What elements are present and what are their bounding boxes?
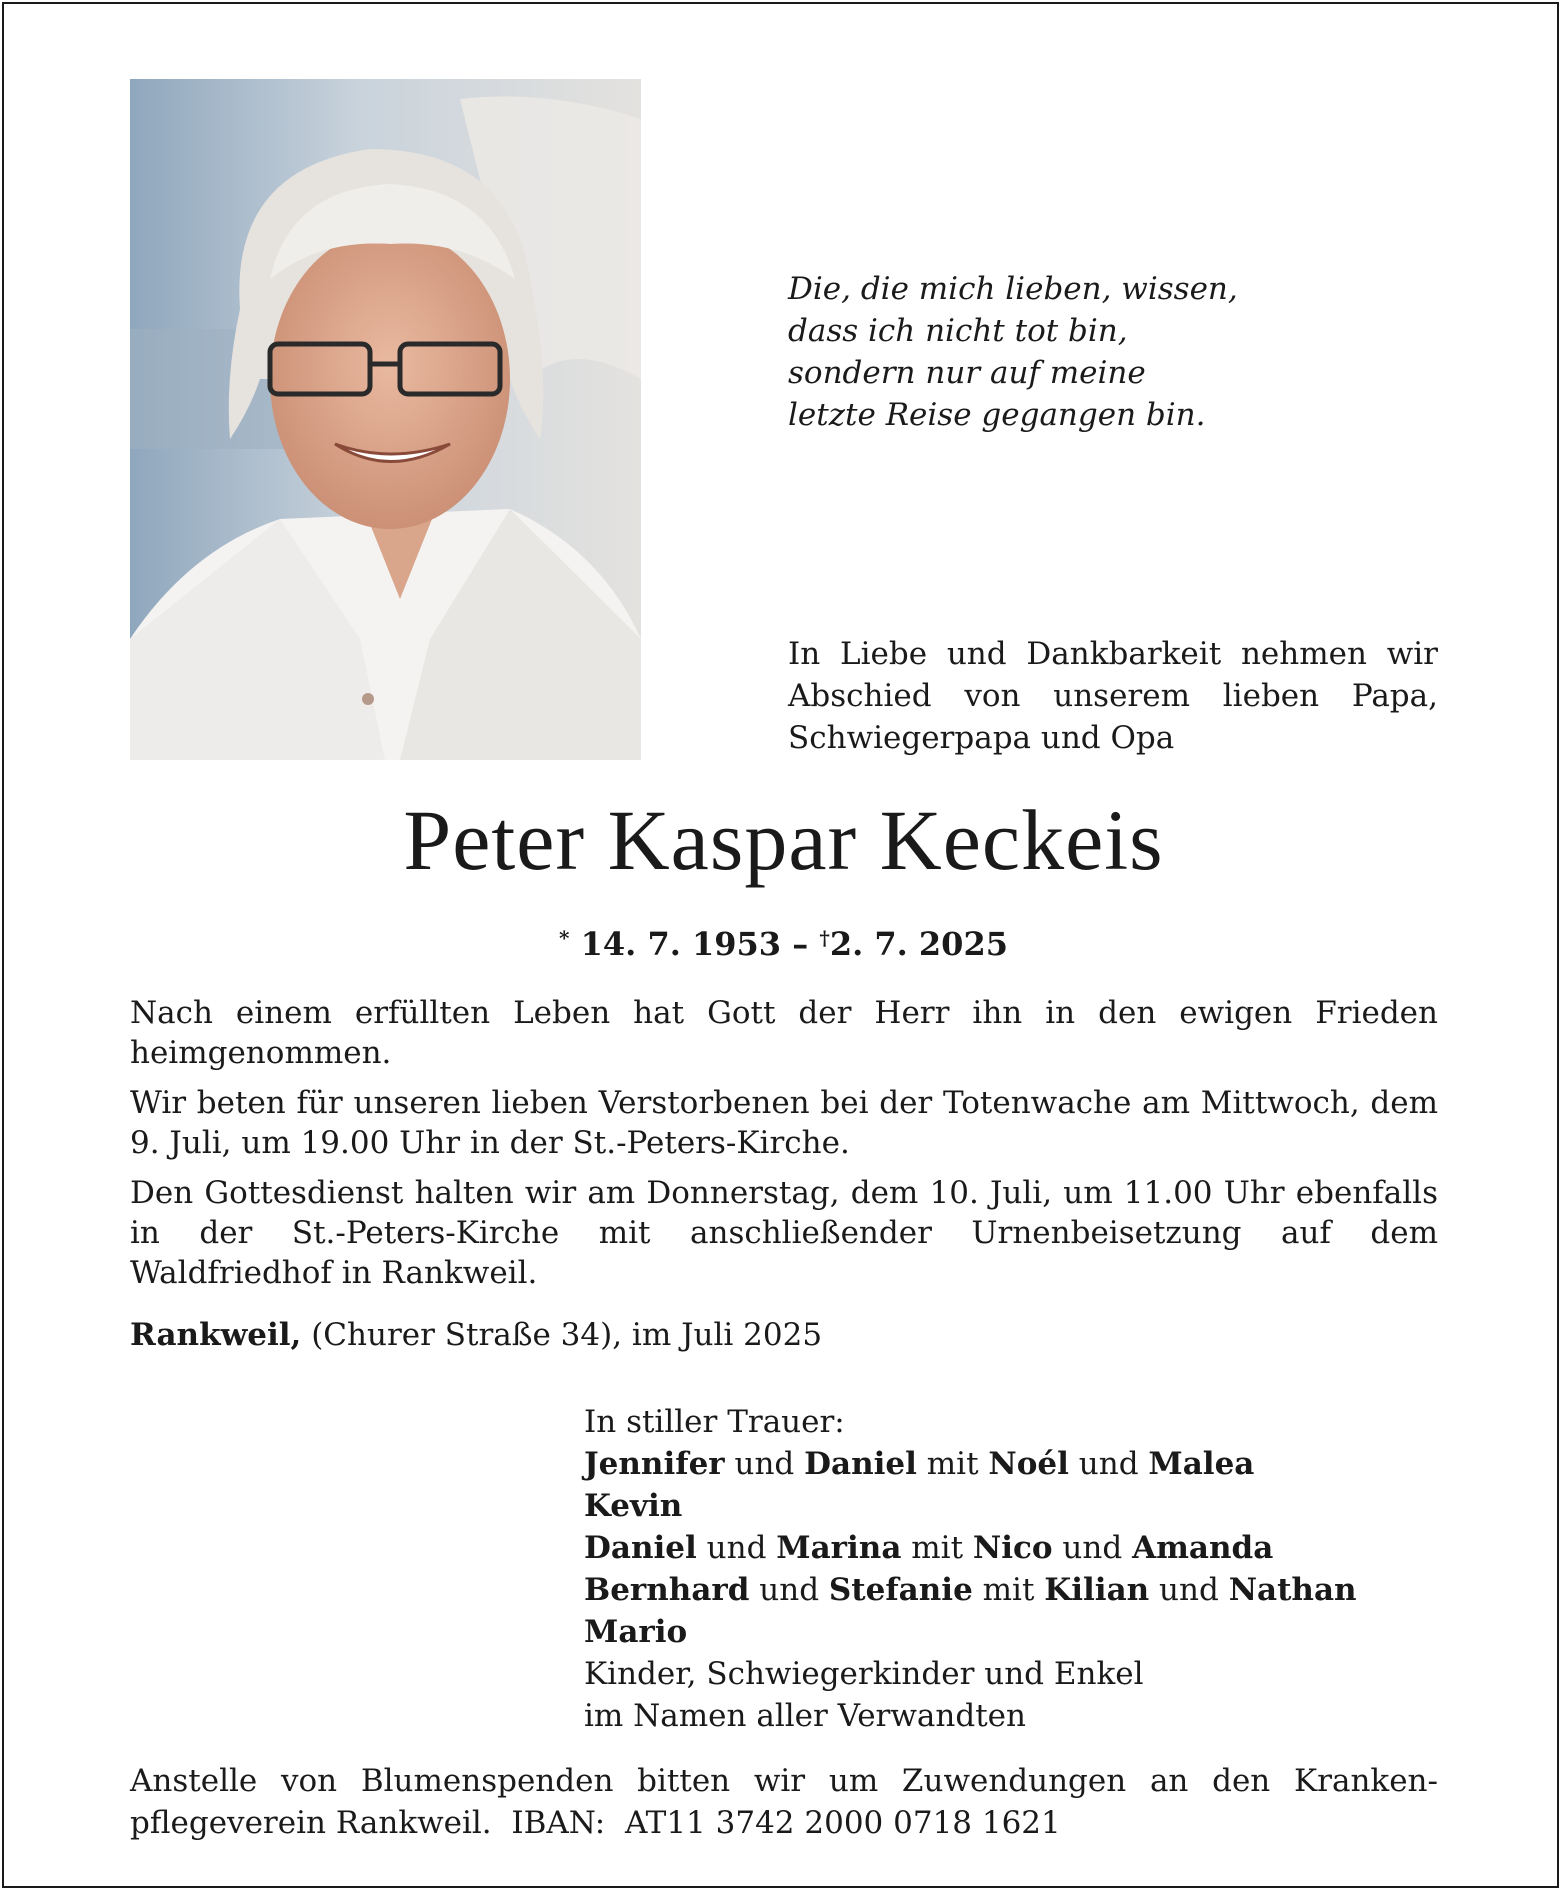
- donation-iban-line: pflegeverein Rankweil. IBAN: AT11 3742 2000 0718 1621: [130, 1805, 1061, 1841]
- mourner-line: Kevin: [584, 1488, 683, 1524]
- death-symbol: †: [819, 926, 830, 950]
- paragraph-wake: Wir beten für unseren lieben Verstorbenen bei der Totenwache am Mittwoch, dem 9. Juli, um 19.00 Uhr in der St.-Peters-Kirche.: [130, 1085, 1438, 1161]
- donation-line: Anstelle von Blumenspenden bitten wir um Zuwendungen an den Kranken-: [130, 1763, 1438, 1799]
- notice-body: [130, 993, 1438, 1355]
- date-separator: –: [792, 925, 809, 963]
- mourner-line: Mario: [584, 1614, 688, 1650]
- quote-line: dass ich nicht tot bin,: [788, 313, 1128, 349]
- place-address: (Churer Straße 34), im Juli 2025: [301, 1317, 823, 1353]
- place-and-date: [130, 1315, 1438, 1355]
- quote-line: letzte Reise gegangen bin.: [788, 397, 1206, 433]
- mourner-line: Jennifer und Daniel mit Noél und Malea: [584, 1446, 1255, 1482]
- deceased-name: Peter Kaspar Keckeis: [403, 792, 1164, 888]
- memorial-quote: [788, 268, 1308, 436]
- mourners-relation: Kinder, Schwiegerkinder und Enkel: [584, 1656, 1144, 1692]
- birth-date: 14. 7. 1953: [580, 925, 782, 963]
- birth-symbol: *: [559, 926, 570, 950]
- paragraph-funeral: Den Gottesdienst halten wir am Donnerstag, dem 10. Juli, um 11.00 Uhr ebenfalls in der St.-Peters-Kirche mit anschließender Urnenbeisetzung auf dem Waldfriedhof in Rankweil.: [130, 1175, 1438, 1291]
- mourner-line: Daniel und Marina mit Nico und Amanda: [584, 1530, 1274, 1566]
- mourner-line: Bernhard und Stefanie mit Kilian und Nathan: [584, 1572, 1357, 1608]
- paragraph-passing: Nach einem erfüllten Leben hat Gott der Herr ihn in den ewigen Frieden heimgenommen.: [130, 995, 1438, 1071]
- life-dates: [0, 918, 1567, 964]
- portrait-photo: [130, 79, 641, 760]
- mourners-heading: In stiller Trauer:: [584, 1404, 845, 1440]
- mourners-list: [584, 1401, 1444, 1737]
- mourners-relatives: im Namen aller Verwandten: [584, 1698, 1026, 1734]
- farewell-intro: In Liebe und Dankbarkeit nehmen wir Abschied von unserem lieben Papa, Schwiegerpapa und Opa: [788, 636, 1438, 756]
- place-town: Rankweil,: [130, 1317, 302, 1353]
- quote-line: sondern nur auf meine: [788, 355, 1146, 391]
- donation-note: [130, 1760, 1438, 1844]
- quote-line: Die, die mich lieben, wissen,: [788, 271, 1238, 307]
- death-date: 2. 7. 2025: [829, 925, 1008, 963]
